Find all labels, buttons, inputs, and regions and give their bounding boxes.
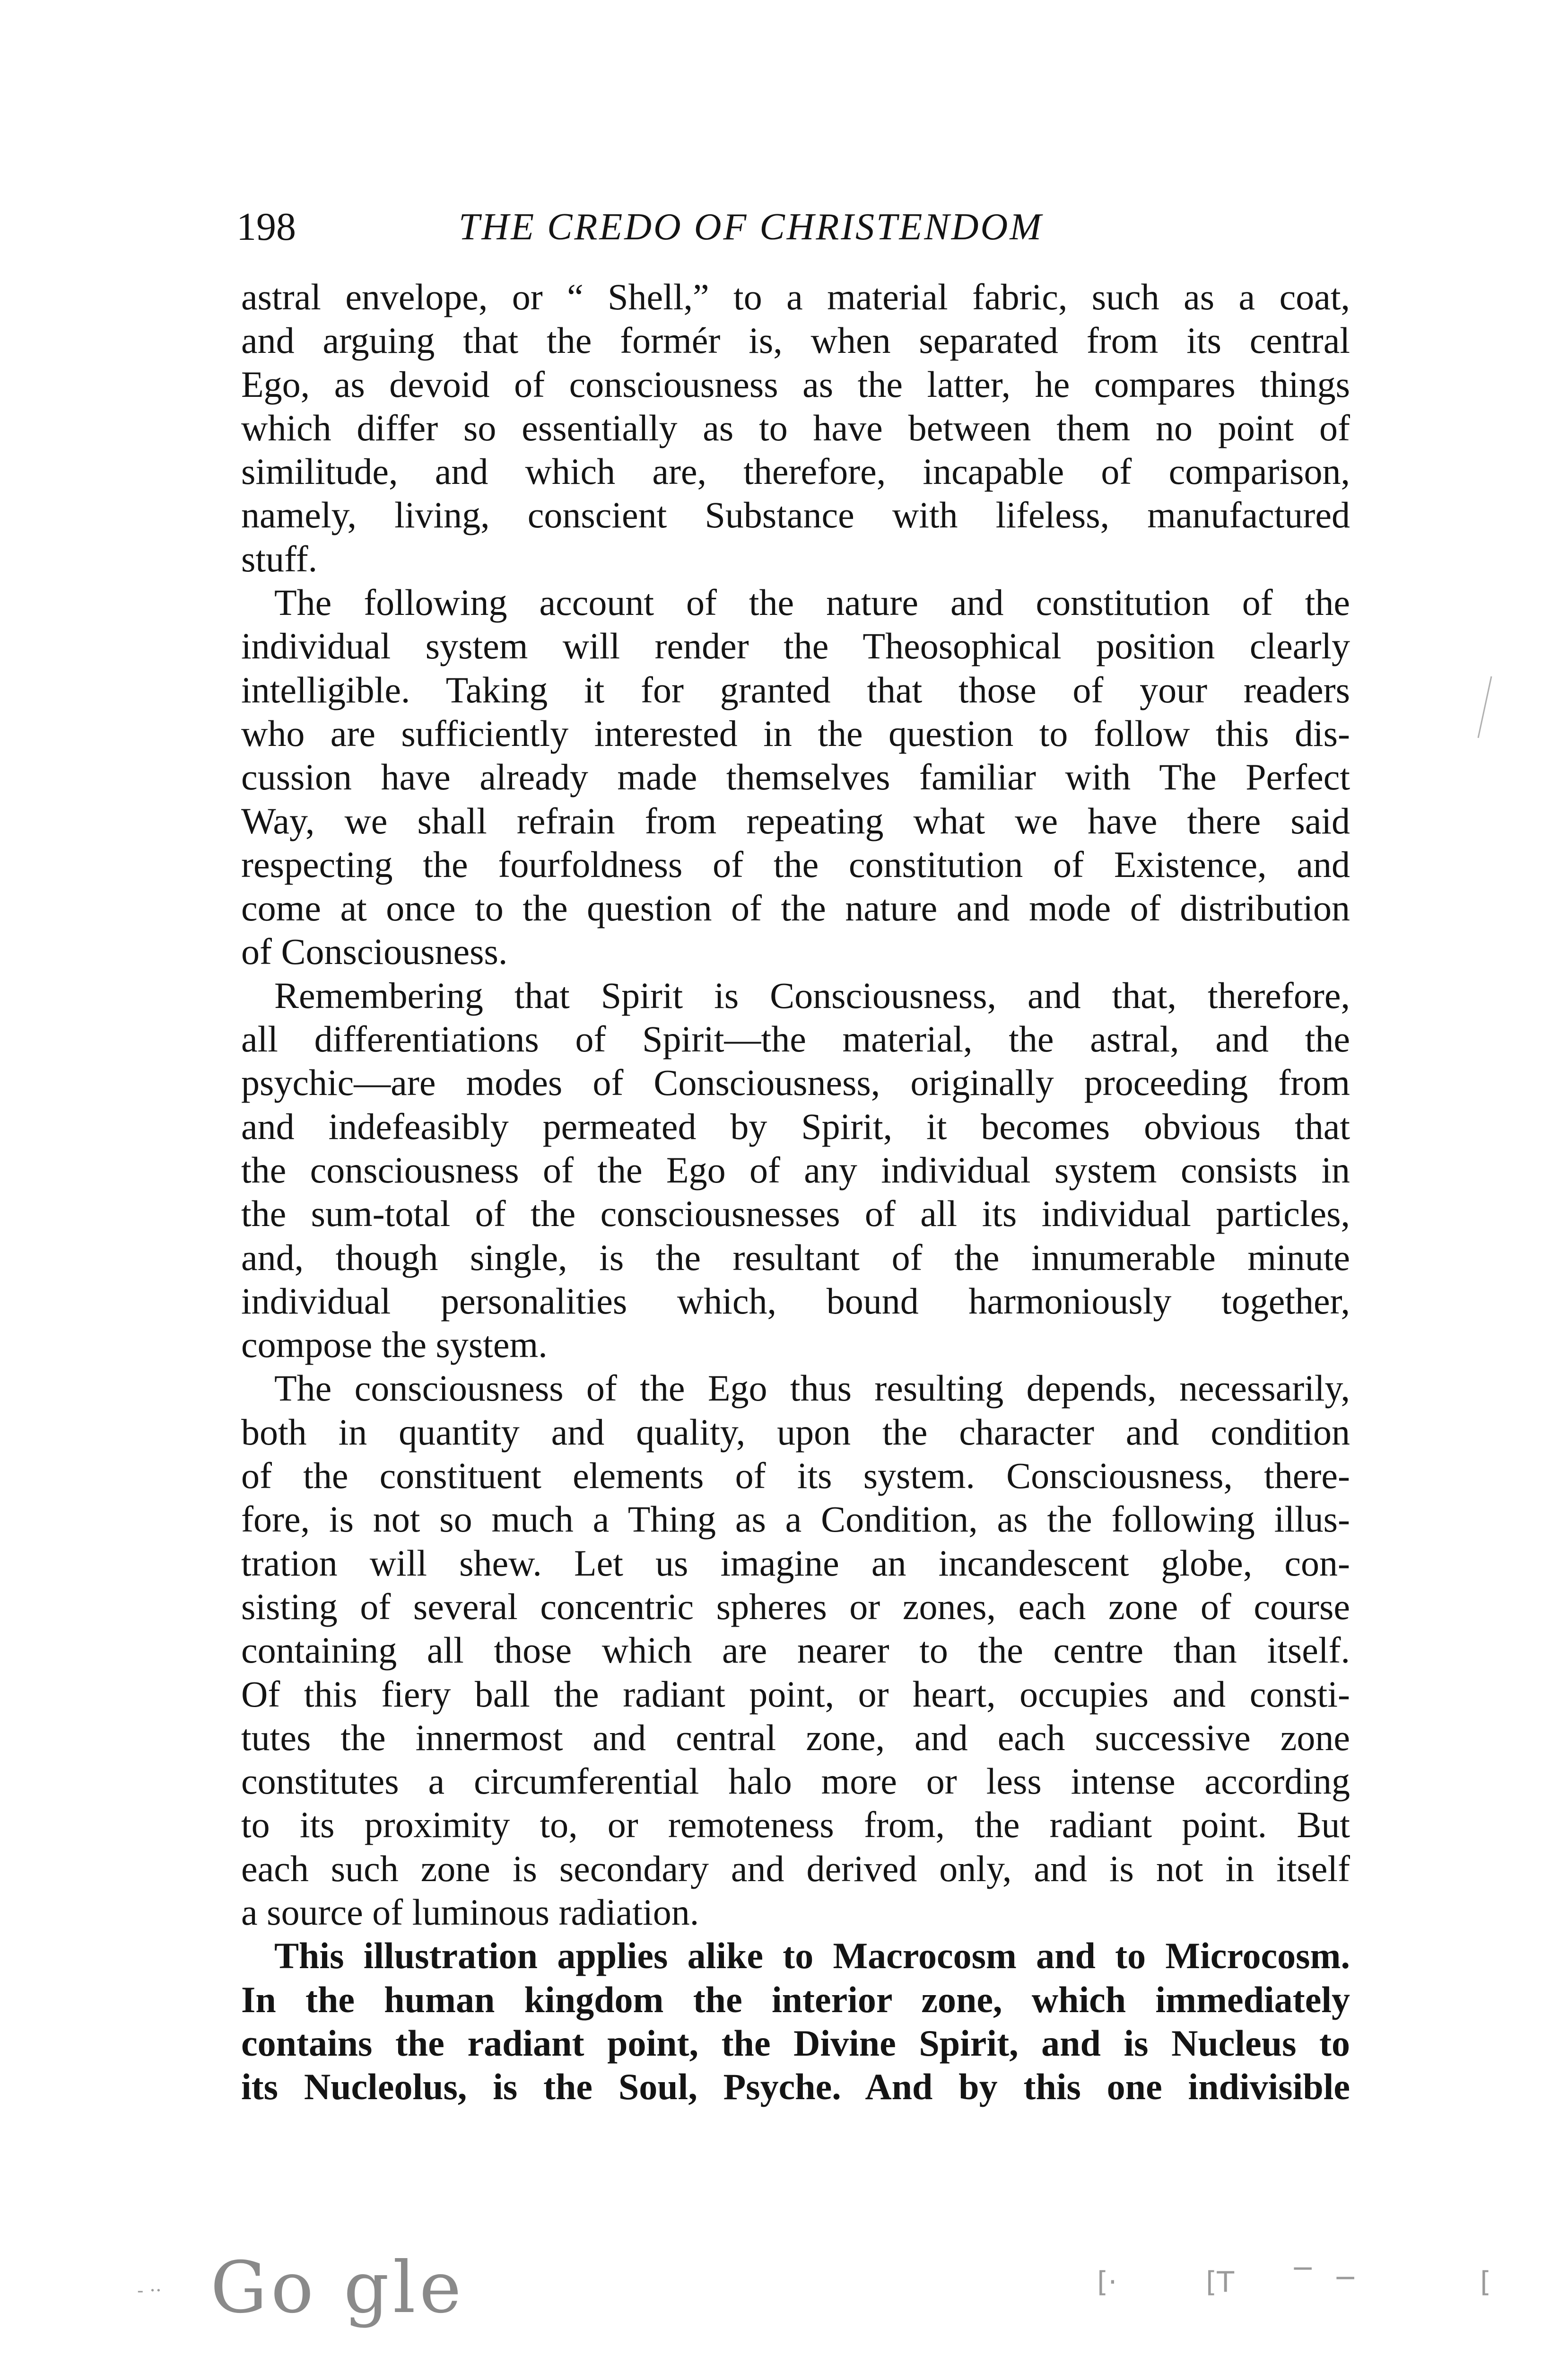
margin-pencil-stroke <box>1478 676 1491 738</box>
text-line: which differ so essentially as to have between them no point of <box>241 407 1350 448</box>
text-line: tutes the innermost and central zone, and each successive zone <box>241 1717 1350 1758</box>
text-line: and, though single, is the resultant of the innumerable minute <box>241 1236 1350 1278</box>
text-line: Way, we shall refrain from repeating what we have there said <box>241 800 1350 841</box>
text-line: individual system will render the Theosophical position clearly <box>241 625 1350 667</box>
text-line: a source of luminous radiation. <box>241 1891 699 1933</box>
scan-artifact-mark: − <box>1333 2261 1358 2294</box>
running-title: THE CREDO OF CHRISTENDOM <box>459 206 1043 248</box>
text-line: cussion have already made themselves familiar with The Perfect <box>241 756 1350 798</box>
text-line: contains the radiant point, the Divine Spirit, and is Nucleus to <box>241 2022 1350 2064</box>
text-line: constitutes a circumferential halo more or less intense according <box>241 1761 1350 1802</box>
page-number: 198 <box>236 205 296 249</box>
text-line: intelligible. Taking it for granted that those of your readers <box>241 669 1350 710</box>
text-line: Ego, as devoid of consciousness as the latter, he compares things <box>241 363 1350 405</box>
text-line: containing all those which are nearer to the centre than itself. <box>241 1629 1350 1671</box>
paragraph <box>241 581 1350 974</box>
text-line: The consciousness of the Ego thus resulting depends, necessarily, <box>274 1367 1350 1409</box>
text-line: each such zone is secondary and derived only, and is not in itself <box>241 1848 1350 1889</box>
text-line: Remembering that Spirit is Consciousness, and that, therefore, <box>274 974 1350 1016</box>
text-line: respecting the fourfoldness of the constitution of Existence, and <box>241 843 1350 885</box>
paragraph <box>241 974 1350 1367</box>
text-line: the consciousness of the Ego of any individual system consists in <box>241 1149 1350 1191</box>
text-line: to its proximity to, or remoteness from, the radiant point. But <box>241 1804 1350 1846</box>
text-line: astral envelope, or “ Shell,” to a material fabric, such as a coat, <box>241 276 1350 317</box>
page-header <box>236 199 1352 255</box>
body-text <box>241 275 1350 2109</box>
text-line: Of this fiery ball the radiant point, or heart, occupies and consti- <box>241 1673 1350 1715</box>
text-line: its Nucleolus, is the Soul, Psyche. And by this one indivisible <box>241 2066 1350 2108</box>
text-line: The following account of the nature and constitution of the <box>274 582 1350 623</box>
text-line: sisting of several concentric spheres or zones, each zone of course <box>241 1585 1350 1627</box>
scan-artifact-mark: [· <box>1097 2266 1117 2299</box>
text-line: and indefeasibly permeated by Spirit, it becomes obvious that <box>241 1105 1350 1147</box>
scan-artifacts <box>1088 2251 1513 2318</box>
paragraph <box>241 1934 1350 2109</box>
text-line: all differentiations of Spirit—the material, the astral, and the <box>241 1018 1350 1060</box>
scan-artifact-mark: [T <box>1206 2266 1235 2299</box>
google-logo: Go gle <box>210 2247 465 2329</box>
text-line: both in quantity and quality, upon the character and condition <box>241 1411 1350 1453</box>
text-line: psychic—are modes of Consciousness, originally proceeding from <box>241 1062 1350 1104</box>
text-line: individual personalities which, bound harmoniously together, <box>241 1280 1350 1322</box>
margin-pencil-mark <box>1475 672 1494 743</box>
text-line: namely, living, conscient Substance with lifeless, manufactured <box>241 494 1350 536</box>
digitization-watermark <box>137 2247 515 2329</box>
text-line: This illustration applies alike to Macrocosm and to Microcosm. <box>274 1935 1350 1977</box>
text-line: similitude, and which are, therefore, incapable of comparison, <box>241 451 1350 492</box>
text-line: fore, is not so much a Thing as a Condition, as the following illus- <box>241 1498 1350 1540</box>
text-line: come at once to the question of the nature and mode of distribution <box>241 887 1350 929</box>
text-line: of Consciousness. <box>241 931 508 972</box>
text-line: tration will shew. Let us imagine an incandescent globe, con- <box>241 1542 1350 1584</box>
text-line: the sum-total of the consciousnesses of all its individual particles, <box>241 1193 1350 1235</box>
text-line: of the constituent elements of its system. Consciousness, there- <box>241 1455 1350 1497</box>
text-line: who are sufficiently interested in the question to follow this dis- <box>241 712 1350 754</box>
text-line: In the human kingdom the interior zone, which immediately <box>241 1979 1350 2020</box>
text-line: stuff. <box>241 538 318 579</box>
scan-artifact-mark: − <box>1291 2251 1315 2285</box>
paragraph <box>241 275 1350 581</box>
paragraph <box>241 1366 1350 1934</box>
text-line: and arguing that the formér is, when separated from its central <box>241 320 1350 361</box>
watermark-dash: - ·· <box>137 2280 162 2302</box>
scan-artifact-mark: [ <box>1480 2266 1491 2299</box>
text-line: compose the system. <box>241 1324 548 1366</box>
